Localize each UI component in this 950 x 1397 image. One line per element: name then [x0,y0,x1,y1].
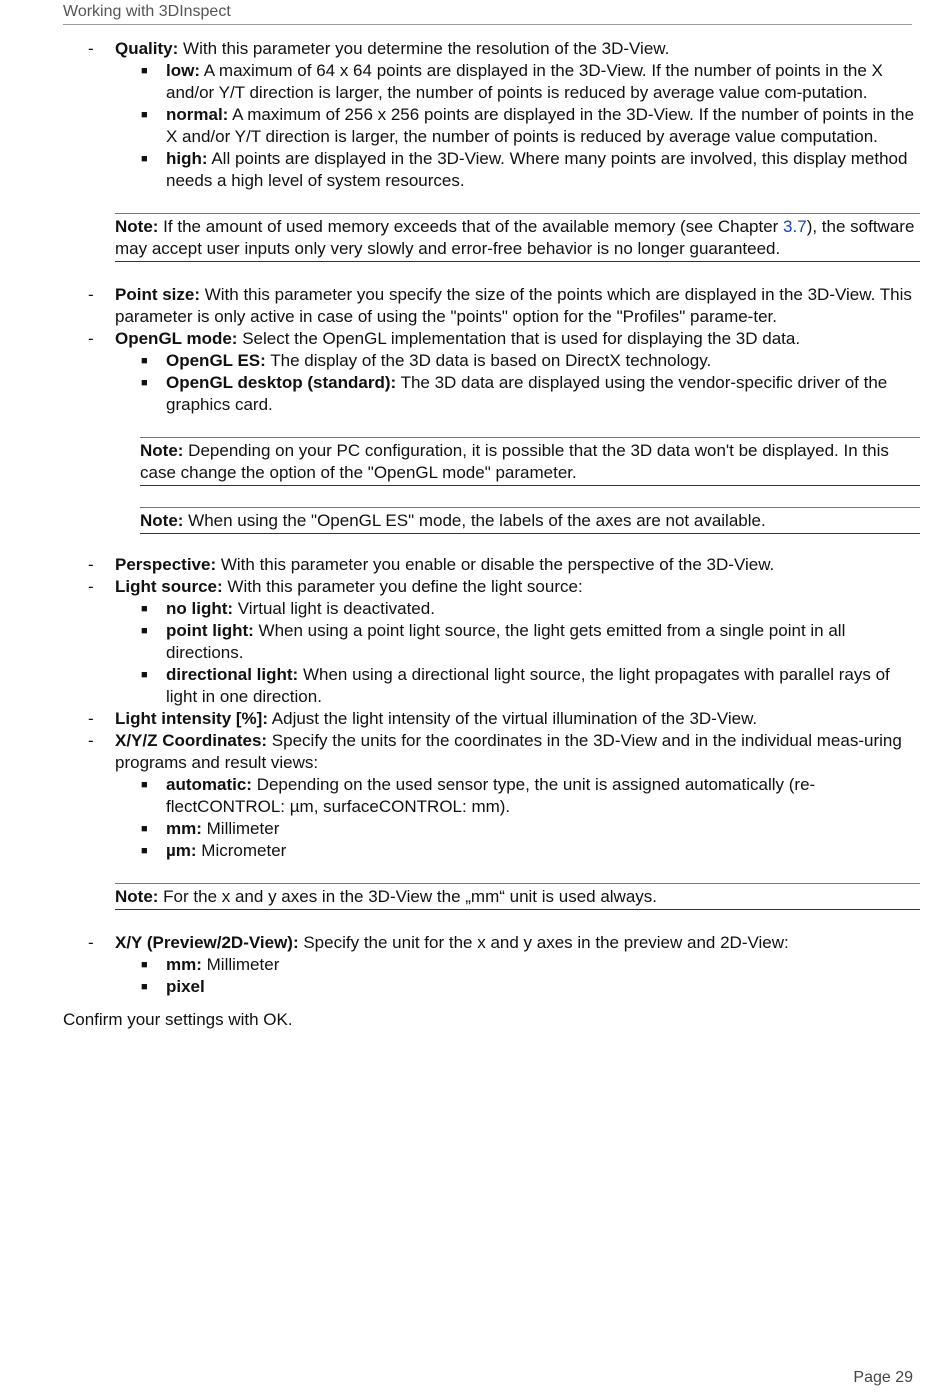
term-text: Depending on the used sensor type, the unit is assigned automatically (re-flectCONTROL: µm, surfaceCONTROL: mm). [166,775,816,816]
note-text: Depending on your PC configuration, it is possible that the 3D data won't be displayed. In this case change the option of the "OpenGL mode" parameter. [140,441,889,482]
sub-item-high [0,148,950,192]
term-text: Millimeter [201,819,280,838]
dash-marker: - [88,709,94,728]
page-number: Page 29 [853,1369,913,1386]
term-text: With this parameter you define the light source: [222,577,583,596]
term-label: high: [166,149,208,168]
dash-marker: - [88,933,94,952]
term-label: Perspective: [115,555,217,574]
term-text: A maximum of 256 x 256 points are displayed in the 3D-View. If the number of points in the X and/or Y/T direction is larger, the number of points is reduced by average value computation. [166,105,915,146]
term-text: With this parameter you specify the size of the points which are displayed in the 3D-View. This parameter is only active in case of using the "points" option for the "Profiles" parame-ter. [115,285,912,326]
term-label: Point size: [115,285,201,304]
confirm-text: Confirm your settings with OK. [63,1010,293,1029]
sub-item-preview-pixel [0,976,950,998]
list-item-light-source [0,576,950,598]
note-text: When using the "OpenGL ES" mode, the labels of the axes are not available. [183,511,766,530]
bullet-marker: ■ [141,845,148,857]
term-text: Specify the units for the coordinates in the 3D-View and in the individual meas-uring programs and result views: [115,731,902,772]
dash-marker: - [88,329,94,348]
term-label: OpenGL mode: [115,329,238,348]
dash-marker: - [88,555,94,574]
list-item-quality [0,38,950,60]
list-item-perspective [0,554,950,576]
list-item-light-intensity [0,708,950,730]
bullet-marker: ■ [141,779,148,791]
term-label: Light source: [115,577,223,596]
dash-marker: - [88,39,94,58]
term-label: directional light: [166,665,299,684]
bullet-marker: ■ [141,65,148,77]
sub-item-mm [0,818,950,840]
term-label: µm: [166,841,197,860]
term-label: mm: [166,955,202,974]
term-label: Light intensity [%]: [115,709,268,728]
bullet-marker: ■ [141,109,148,121]
note-text: If the amount of used memory exceeds that of the available memory (see Chapter [158,217,784,236]
sub-item-directional-light [0,664,950,708]
note-label: Note: [115,217,159,236]
term-label: OpenGL desktop (standard): [166,373,397,392]
note-opengl-config [140,437,920,486]
note-label: Note: [115,887,159,906]
bullet-marker: ■ [141,981,148,993]
chapter-link[interactable]: 3.7 [783,217,807,236]
note-label: Note: [140,441,184,460]
list-item-xy-preview [0,932,950,954]
term-text: Specify the unit for the x and y axes in the preview and 2D-View: [298,933,789,952]
term-label: no light: [166,599,234,618]
bullet-marker: ■ [141,355,148,367]
list-item-opengl-mode [0,328,950,350]
note-text: ), the software may accept user inputs only very slowly and error-free behavior is no longer guaranteed. [115,217,915,258]
page-content [0,38,950,1031]
term-text: Virtual light is deactivated. [233,599,435,618]
sub-item-automatic [0,774,950,818]
note-label: Note: [140,511,184,530]
bullet-marker: ■ [141,153,148,165]
term-text: When using a directional light source, the light propagates with parallel rays of light in one direction. [166,665,890,706]
bullet-marker: ■ [141,669,148,681]
list-item-point-size [0,284,950,328]
term-text: The 3D data are displayed using the vendor-specific driver of the graphics card. [166,373,888,414]
bullet-marker: ■ [141,377,148,389]
dash-marker: - [88,731,94,750]
term-label: pixel [166,977,205,996]
sub-item-opengl-desktop [0,372,950,416]
term-label: X/Y (Preview/2D-View): [115,933,299,952]
list-item-xyz-coordinates [0,730,950,774]
term-text: Select the OpenGL implementation that is used for displaying the 3D data. [237,329,801,348]
sub-item-opengl-es [0,350,950,372]
note-opengl-es [140,507,920,534]
sub-item-normal [0,104,950,148]
term-label: low: [166,61,200,80]
term-text: With this parameter you determine the resolution of the 3D-View. [178,39,670,58]
bullet-marker: ■ [141,625,148,637]
bullet-marker: ■ [141,603,148,615]
page-header: Working with 3DInspect [63,3,912,25]
term-text: Millimeter [201,955,280,974]
term-text: With this parameter you enable or disable the perspective of the 3D-View. [216,555,775,574]
bullet-marker: ■ [141,959,148,971]
term-text: When using a point light source, the light gets emitted from a single point in all directions. [166,621,846,662]
note-mm-axes [115,883,920,910]
term-text: All points are displayed in the 3D-View. Where many points are involved, this display method needs a high level of system resources. [166,149,908,190]
term-text: The display of the 3D data is based on DirectX technology. [265,351,712,370]
bullet-marker: ■ [141,823,148,835]
dash-marker: - [88,577,94,596]
note-text: For the x and y axes in the 3D-View the „mm“ unit is used always. [158,887,658,906]
term-label: Quality: [115,39,179,58]
dash-marker: - [88,285,94,304]
sub-item-um [0,840,950,862]
sub-item-preview-mm [0,954,950,976]
term-label: point light: [166,621,254,640]
term-label: normal: [166,105,229,124]
sub-item-no-light [0,598,950,620]
term-text: Adjust the light intensity of the virtual illumination of the 3D-View. [267,709,758,728]
term-text: A maximum of 64 x 64 points are displayed in the 3D-View. If the number of points in the X and/or Y/T direction is larger, the number of points is reduced by average value com-putation. [166,61,883,102]
term-text: Micrometer [196,841,287,860]
term-label: automatic: [166,775,252,794]
term-label: mm: [166,819,202,838]
term-label: X/Y/Z Coordinates: [115,731,268,750]
term-label: OpenGL ES: [166,351,266,370]
sub-item-point-light [0,620,950,664]
sub-item-low [0,60,950,104]
note-memory [115,213,920,262]
